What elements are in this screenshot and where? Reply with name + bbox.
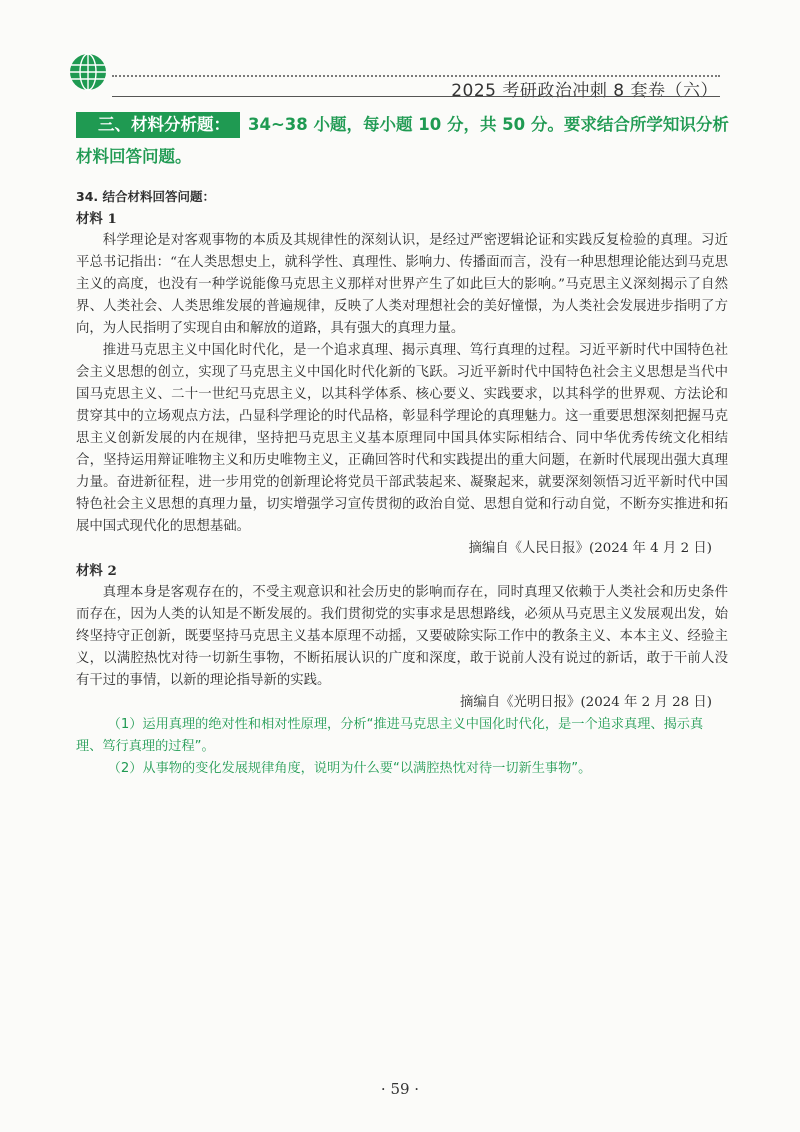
material-1-paragraph: 推进马克思主义中国化时代化，是一个追求真理、揭示真理、笃行真理的过程。习近平新时代中国特色社会主义思想的创立，实现了马克思主义中国化时代化新的飞跃。习近平新时代中国特色社会主义思想是当代中国马克思主义、二十一世纪马克思主义，以其科学体系、核心要义、实践要求，以其科学的世界观、方法论和贯穿其中的立场观点方法，凸显科学理论的时代品格，彰显科学理论的真理魅力。这一重要思想深刻把握马克思主义创新发展的内在规律，坚持把马克思主义基本原理同中国具体实际相结合、同中华优秀传统文化相结合，坚持运用辩证唯物主义和历史唯物主义，正确回答时代和实践提出的重大问题，在新时代展现出强大真理力量。奋进新征程，进一步用党的创新理论将党员干部武装起来、凝聚起来，就要深刻领悟习近平新时代中国特色社会主义思想的真理力量，切实增强学习宣传贯彻的政治自觉、思想自觉和行动自觉，不断夯实推进和拓展中国式现代化的思想基础。	[76, 343, 728, 534]
section-heading	[76, 109, 736, 173]
exam-title: 2025 考研政治冲刺 8 套卷（六）	[451, 81, 718, 101]
section-instructions: 34~38 小题，每小题 10 分，共 50 分。要求结合所学知识分析材料回答问题。	[76, 115, 729, 166]
question-body	[76, 186, 728, 780]
material-1-source: 摘编自《人民日报》(2024 年 4 月 2 日)	[468, 541, 712, 556]
globe-icon	[68, 52, 108, 92]
page-header	[0, 0, 800, 110]
sub-question-1: （1）运用真理的绝对性和相对性原理，分析“推进马克思主义中国化时代化，是一个追求真理、揭示真理、笃行真理的过程”。	[76, 717, 704, 754]
sub-question-2: （2）从事物的变化发展规律角度，说明为什么要“以满腔热忱对待一切新生事物”。	[107, 761, 592, 776]
page-number: · 59 ·	[380, 1080, 420, 1098]
section-badge: 三、材料分析题：	[76, 112, 240, 138]
material-2-label: 材料 2	[76, 563, 117, 579]
question-number: 34. 结合材料回答问题：	[76, 189, 215, 204]
material-1-paragraph: 科学理论是对客观事物的本质及其规律性的深刻认识，是经过严密逻辑论证和实践反复检验的真理。习近平总书记指出：“在人类思想史上，就科学性、真理性、影响力、传播面而言，没有一种思想理论能达到马克思主义的高度，也没有一种学说能像马克思主义那样对世界产生了如此巨大的影响。”马克思主义深刻揭示了自然界、人类社会、人类思维发展的普遍规律，反映了人类对理想社会的美好憧憬，为人类社会发展进步指明了方向，为人民指明了实现自由和解放的道路，具有强大的真理力量。	[76, 233, 728, 336]
material-2-paragraph: 真理本身是客观存在的，不受主观意识和社会历史的影响而存在，同时真理又依赖于人类社会和历史条件而存在，因为人类的认知是不断发展的。我们贯彻党的实事求是思想路线，必须从马克思主义发展观出发，始终坚持守正创新，既要坚持马克思主义基本原理不动摇，又要破除实际工作中的教条主义、本本主义、经验主义，以满腔热忱对待一切新生事物，不断拓展认识的广度和深度，敢于说前人没有说过的新话，敢于干前人没有干过的事情，以新的理论指导新的实践。	[76, 585, 728, 688]
material-1-label: 材料 1	[76, 211, 117, 227]
material-2-source: 摘编自《光明日报》(2024 年 2 月 28 日)	[459, 695, 712, 710]
header-rule	[112, 96, 720, 97]
